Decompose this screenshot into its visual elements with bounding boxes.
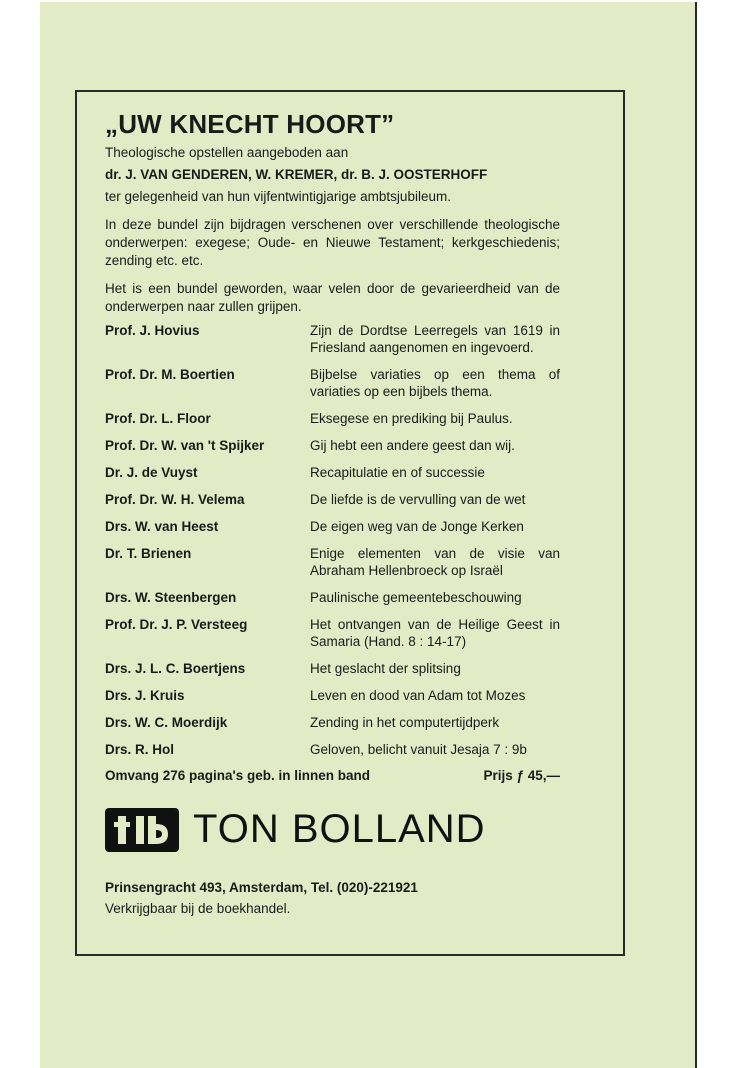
publisher-logo-row	[105, 807, 560, 852]
contribution-row	[105, 741, 560, 768]
contribution-author: Drs. W. C. Moerdijk	[105, 715, 228, 730]
contribution-author: Prof. Dr. W. H. Velema	[105, 492, 245, 507]
contribution-author: Drs. W. van Heest	[105, 519, 219, 534]
book-title: „UW KNECHT HOORT”	[105, 109, 395, 139]
contribution-row	[105, 518, 560, 545]
contribution-author: Drs. R. Hol	[105, 742, 175, 757]
publisher-logo-icon	[105, 808, 179, 852]
contribution-author: Drs. W. Steenbergen	[105, 590, 237, 605]
availability-note: Verkrijgbaar bij de boekhandel.	[105, 901, 291, 916]
contribution-author: Prof. Dr. L. Floor	[105, 411, 211, 426]
contribution-row	[105, 545, 560, 589]
contribution-topic: Paulinische gemeentebeschouwing	[310, 590, 522, 605]
price-text: Prijs ƒ 45,—	[483, 768, 560, 783]
advertisement-frame	[75, 90, 625, 956]
contribution-row	[105, 616, 560, 660]
contribution-author: Prof. Dr. J. P. Versteeg	[105, 617, 248, 632]
contribution-author: Dr. J. de Vuyst	[105, 465, 198, 480]
contribution-topic: Het geslacht der splitsing	[310, 661, 461, 676]
contribution-row	[105, 366, 560, 410]
contribution-row	[105, 322, 560, 366]
contribution-author: Prof. Dr. W. van 't Spijker	[105, 438, 265, 453]
contribution-row	[105, 491, 560, 518]
contribution-topic: Leven en dood van Adam tot Mozes	[310, 688, 526, 703]
contribution-row	[105, 660, 560, 687]
contribution-author: Prof. Dr. M. Boertien	[105, 367, 235, 382]
description-paragraph: Het is een bundel geworden, waar velen door de gevarieerdheid van de onderwerpen naar zullen grijpen.	[105, 281, 560, 314]
contribution-row	[105, 714, 560, 741]
contribution-topic: Gij hebt een andere geest dan wij.	[310, 438, 515, 453]
description-paragraph: In deze bundel zijn bijdragen verschenen over verschillende theologische onderwerpen: exegese; Oude- en Nieuwe Testament; kerkgeschiedenis; zending etc. etc.	[105, 217, 560, 268]
contribution-row	[105, 410, 560, 437]
contribution-row	[105, 687, 560, 714]
publisher-name: TON BOLLAND	[193, 807, 486, 851]
contribution-author: Prof. J. Hovius	[105, 323, 200, 338]
contribution-topic: Zending in het computertijdperk	[310, 715, 500, 730]
page	[40, 2, 697, 1068]
contribution-row	[105, 589, 560, 616]
contribution-topic: Het ontvangen van de Heilige Geest in Samaria (Hand. 8 : 14-17)	[310, 617, 560, 649]
contribution-topic: Bijbelse variaties op een thema of variaties op een bijbels thema.	[310, 367, 560, 399]
contribution-row	[105, 464, 560, 491]
contributions-table	[105, 322, 560, 768]
contribution-topic: De eigen weg van de Jonge Kerken	[310, 519, 524, 534]
contribution-topic: Enige elementen van de visie van Abraham Hellenbroeck op Israël	[310, 546, 560, 578]
contribution-author: Drs. J. L. C. Boertjens	[105, 661, 246, 676]
contribution-topic: Zijn de Dordtse Leerregels van 1619 in Friesland aangenomen en ingevoerd.	[310, 323, 560, 355]
contribution-row	[105, 437, 560, 464]
tb-monogram-icon	[112, 812, 172, 848]
contribution-topic: De liefde is de vervulling van de wet	[310, 492, 526, 507]
contribution-topic: Geloven, belicht vanuit Jesaja 7 : 9b	[310, 742, 527, 757]
extent-text: Omvang 276 pagina's geb. in linnen band	[105, 768, 371, 783]
honorees: dr. J. VAN GENDEREN, W. KREMER, dr. B. J. OOSTERHOFF	[105, 167, 488, 182]
contribution-author: Dr. T. Brienen	[105, 546, 192, 561]
contribution-topic: Eksegese en prediking bij Paulus.	[310, 411, 513, 426]
advertisement-content	[105, 110, 560, 916]
price-row	[105, 768, 560, 783]
contribution-topic: Recapitulatie en of successie	[310, 465, 485, 480]
contribution-author: Drs. J. Kruis	[105, 688, 185, 703]
occasion: ter gelegenheid van hun vijfentwintigjarige ambtsjubileum.	[105, 189, 451, 204]
subtitle: Theologische opstellen aangeboden aan	[105, 145, 349, 160]
publisher-address: Prinsengracht 493, Amsterdam, Tel. (020)-221921	[105, 880, 418, 895]
